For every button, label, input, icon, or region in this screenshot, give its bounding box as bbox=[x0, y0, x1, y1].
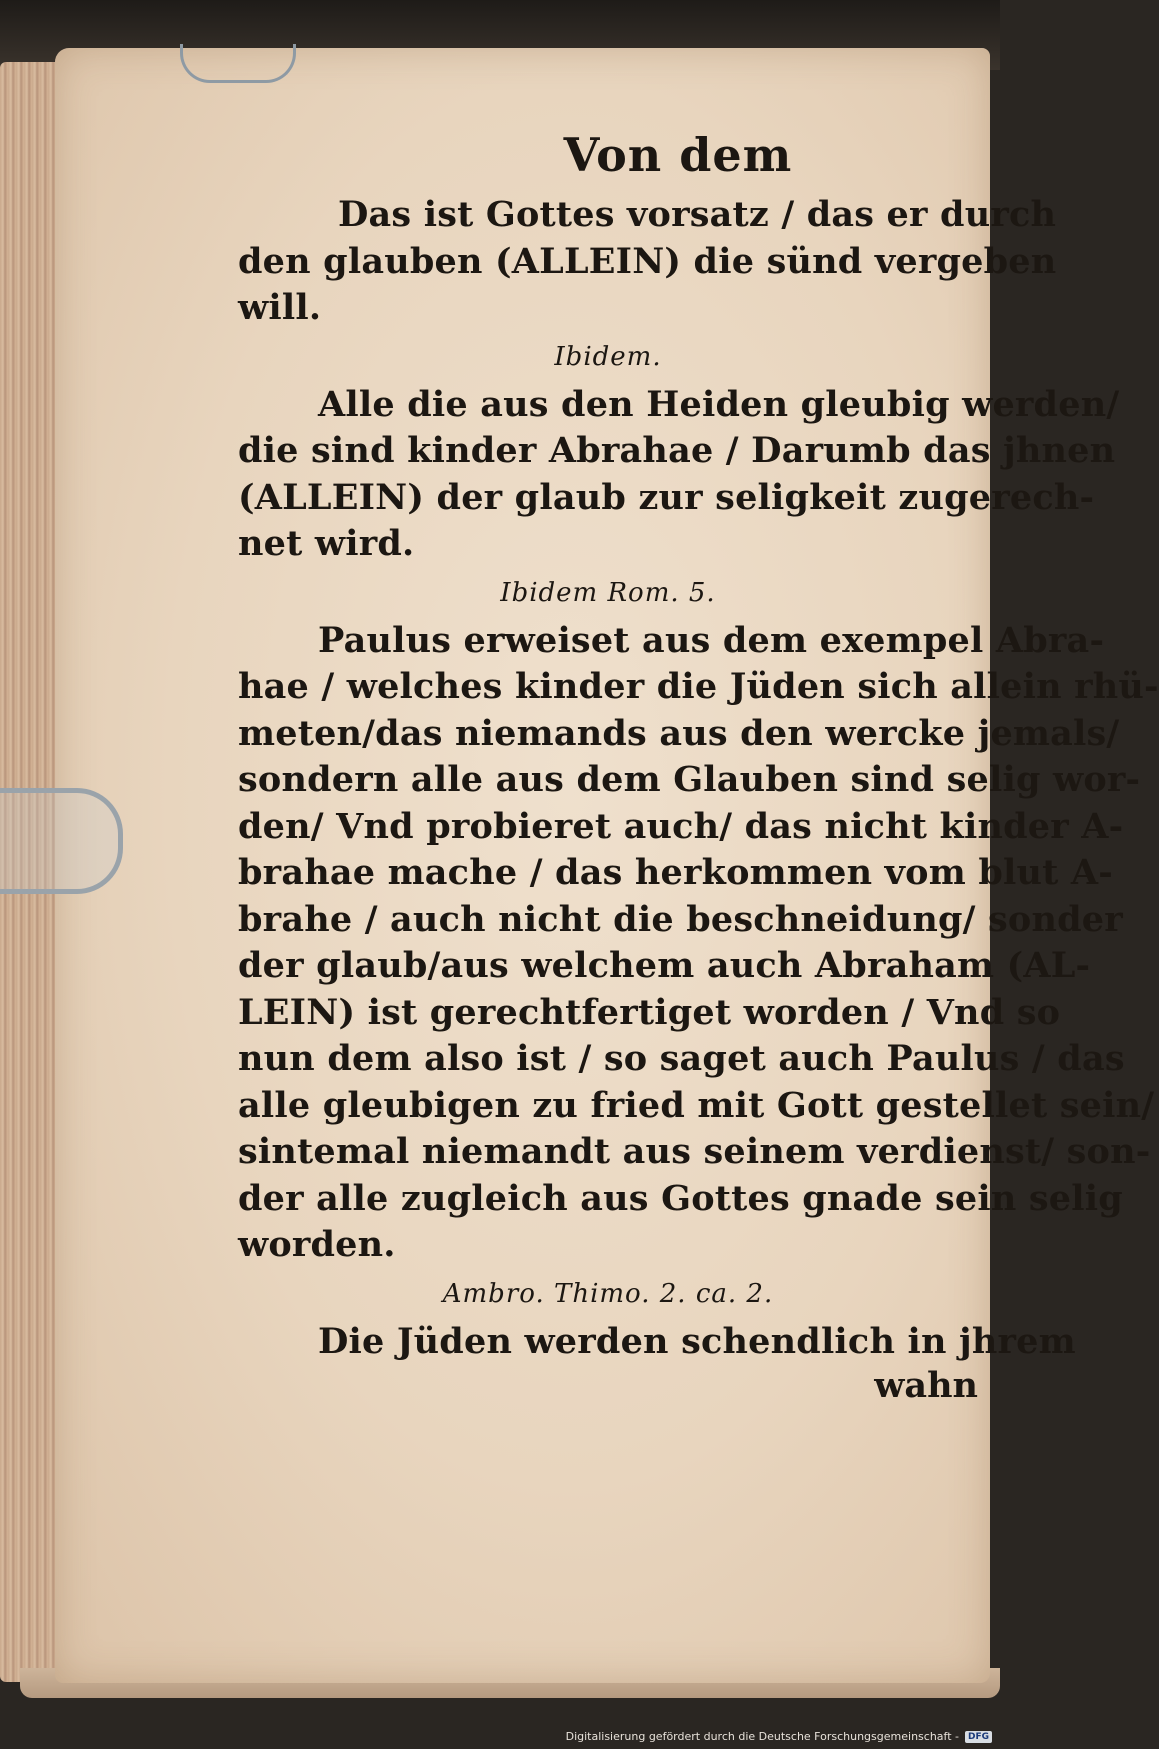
text-line: alle gleubigen zu fried mit Gott gestellet sein/ bbox=[238, 1084, 1155, 1126]
text-line: sondern alle aus dem Glauben sind selig wor- bbox=[238, 759, 1141, 800]
paragraph-2 bbox=[238, 382, 1120, 568]
text-line: Paulus erweiset aus dem exempel Abra- bbox=[318, 619, 1105, 661]
clip-side-icon bbox=[0, 788, 123, 894]
paragraph-3 bbox=[238, 618, 1159, 1269]
text-line: Das ist Gottes vorsatz / das er durch bbox=[338, 194, 1057, 235]
text-line: brahae mache / das herkommen vom blut A- bbox=[238, 852, 1113, 893]
text-line: (ALLEIN) der glaub zur seligkeit zugerech- bbox=[238, 476, 1095, 518]
source-reference: Ibidem Rom. 5. bbox=[500, 577, 716, 608]
text-line: net wird. bbox=[238, 523, 415, 564]
source-reference: Ibidem. bbox=[554, 341, 662, 372]
clip-top-icon bbox=[180, 44, 296, 83]
source-reference: Ambro. Thimo. 2. ca. 2. bbox=[442, 1278, 774, 1309]
text-line: die sind kinder Abrahae / Darumb das jhnen bbox=[238, 430, 1116, 471]
text-line: LEIN) ist gerechtfertiget worden / Vnd so bbox=[238, 991, 1061, 1033]
text-line: brahe / auch nicht die beschneidung/ sonder bbox=[238, 898, 1123, 940]
dfg-logo-icon: DFG bbox=[965, 1731, 992, 1743]
text-line: meten/das niemands aus den wercke jemals/ bbox=[238, 712, 1120, 754]
digitization-credit bbox=[566, 1730, 992, 1743]
text-line: sintemal niemandt aus seinem verdienst/ son- bbox=[238, 1131, 1151, 1172]
text-line: den/ Vnd probieret auch/ das nicht kinder A- bbox=[238, 805, 1124, 847]
catchword: wahn bbox=[874, 1365, 978, 1406]
text-line: der alle zugleich aus Gottes gnade sein selig bbox=[238, 1177, 1123, 1219]
text-line: Die Jüden werden schendlich in jhrem bbox=[318, 1320, 1076, 1362]
running-headline: Von dem bbox=[563, 128, 793, 182]
paragraph-4 bbox=[238, 1319, 1076, 1366]
text-line: nun dem also ist / so saget auch Paulus / das bbox=[238, 1038, 1125, 1079]
text-line: der glaub/aus welchem auch Abraham (AL- bbox=[238, 945, 1091, 986]
footer-text: Digitalisierung gefördert durch die Deutsche Forschungsgemeinschaft - bbox=[565, 1730, 959, 1743]
text-line: hae / welches kinder die Jüden sich allein rhü- bbox=[238, 666, 1159, 707]
text-line: will. bbox=[238, 287, 322, 328]
text-line: Alle die aus den Heiden gleubig werden/ bbox=[318, 383, 1120, 425]
text-line: den glauben (ALLEIN) die sünd vergeben bbox=[238, 240, 1057, 282]
text-line: worden. bbox=[238, 1224, 396, 1265]
page-text bbox=[238, 128, 1159, 1406]
paragraph-1 bbox=[238, 192, 1057, 332]
